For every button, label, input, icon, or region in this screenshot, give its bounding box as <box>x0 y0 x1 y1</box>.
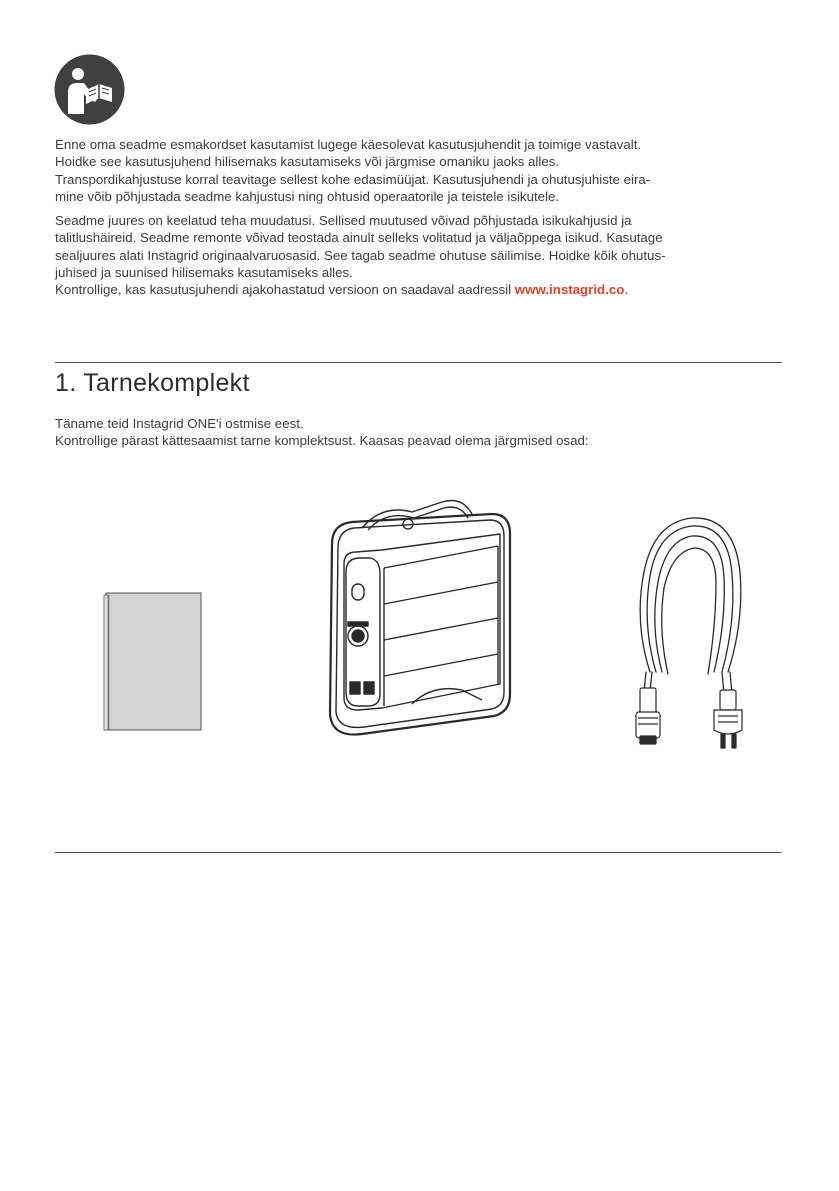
section-intro <box>55 415 782 450</box>
manual-booklet-icon <box>100 590 204 734</box>
version-suffix: . <box>624 282 629 298</box>
power-cable-icon <box>624 512 752 752</box>
section-divider-top <box>55 362 782 363</box>
intro-line: Transpordikahjustuse korral teavitage sellest kohe edasimüüjat. Kasutusjuhendi ja ohutusjuhiste eira- <box>55 171 651 187</box>
intro-line: Enne oma seadme esmakordset kasutamist lugege käesolevat kasutusjuhendit ja toimige vastavalt. <box>55 137 642 152</box>
version-prefix: Kontrollige, kas kasutusjuhendi ajakohastatud versioon on saadaval aadressil <box>55 282 515 298</box>
version-line <box>55 281 782 298</box>
intro-line: Seadme juures on keelatud teha muudatusi. Sellised muutused võivad põhjustada isikukahjusid ja <box>55 213 632 229</box>
section-line-1: Täname teid Instagrid ONE'i ostmise eest. <box>55 416 304 431</box>
intro-paragraph-2 <box>55 212 782 298</box>
section-title: 1. Tarnekomplekt <box>55 369 250 397</box>
instagrid-one-device-icon <box>322 494 518 746</box>
intro-paragraph-1 <box>55 136 782 205</box>
intro-text <box>55 136 782 306</box>
intro-line: talitlushäireid. Seadme remonte võivad teostada ainult selleks volitatud ja väljaõppega isikud. Kasutage <box>55 230 663 246</box>
intro-line: Hoidke see kasutusjuhend hilisemaks kasutamiseks või järgmise omaniku jaoks alles. <box>55 154 560 170</box>
website-link[interactable]: www.instagrid.co <box>514 282 625 298</box>
intro-line: mine võib põhjustada seadme kahjustusi ning ohtusid operaatorile ja teistele isikutele. <box>55 188 560 204</box>
read-manual-icon <box>54 54 125 125</box>
intro-line: juhised ja suunised hilisemaks kasutamiseks alles. <box>55 265 353 281</box>
intro-line: sealjuures alati Instagrid originaalvaruosasid. See tagab seadme ohutuse säilimise. Hoidke kõik ohutus- <box>55 247 666 263</box>
section-divider-bottom <box>55 852 782 853</box>
section-line-2: Kontrollige pärast kättesaamist tarne komplektsust. Kaasas peavad olema järgmised osad: <box>55 433 589 449</box>
